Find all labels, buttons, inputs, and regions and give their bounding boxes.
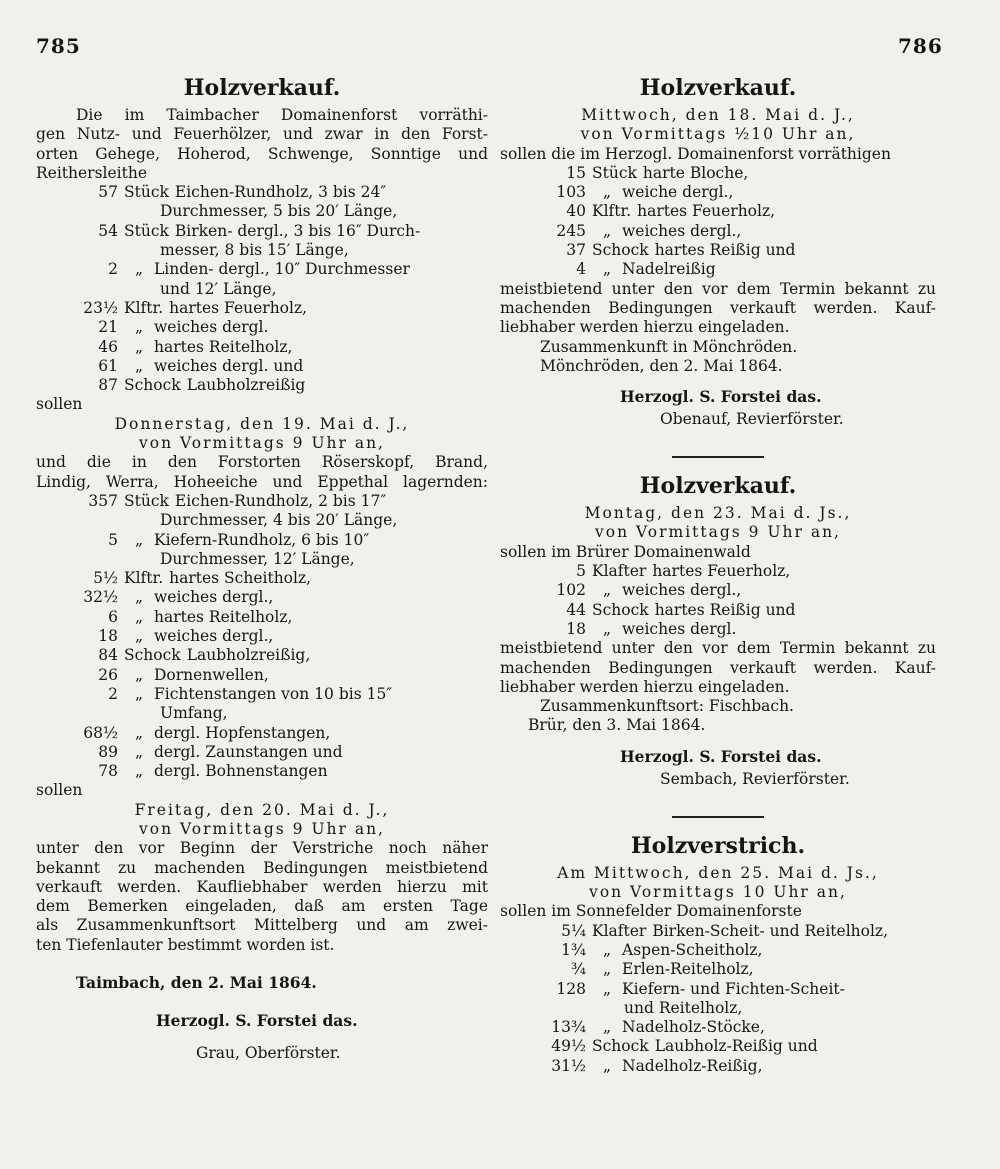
list-item <box>36 299 488 318</box>
item-quantity: 13¾ <box>551 1018 586 1037</box>
right-column <box>500 70 936 1076</box>
item-unit: „ <box>134 607 144 626</box>
item-quantity: 78 <box>98 762 118 781</box>
list-item <box>500 164 936 183</box>
item-description: hartes Feuerholz, <box>169 298 308 317</box>
item-unit: „ <box>602 221 612 240</box>
heading-holzverstrich: Holzverstrich. <box>630 832 806 859</box>
item-description: Nadelholz-Stöcke, <box>622 1018 765 1037</box>
item-unit: Schock <box>124 646 181 665</box>
signature-office: Herzogl. S. Forstei das. <box>156 1011 358 1031</box>
item-unit: Klftr. <box>592 202 632 221</box>
list-item <box>36 338 488 357</box>
item-unit: „ <box>602 581 612 600</box>
list-item <box>500 620 936 639</box>
list-item-continuation: Umfang, <box>160 704 228 723</box>
item-unit: „ <box>134 723 144 742</box>
intro-line: sollen im Sonnefelder Domainenforste <box>500 902 802 921</box>
text-line: liebhaber werden hierzu eingeladen. <box>500 677 790 696</box>
item-description: weiches dergl. <box>154 318 269 337</box>
date-line: Am Mittwoch, den 25. Mai d. Js., <box>557 863 879 882</box>
text-line: Die im Taimbacher Domainenforst vorräthi- <box>76 106 488 124</box>
list-item <box>36 627 488 646</box>
item-unit: „ <box>134 684 144 703</box>
item-quantity: ¾ <box>570 960 586 979</box>
list-item-continuation: Durchmesser, 4 bis 20′ Länge, <box>160 511 398 530</box>
meeting-place: Zusammenkunft in Mönchröden. <box>540 337 798 356</box>
separator-rule <box>672 816 764 818</box>
item-unit: Stück <box>592 163 637 182</box>
item-description: weiches dergl. und <box>154 356 304 375</box>
item-description: Eichen-Rundholz, 3 bis 24″ <box>174 183 387 202</box>
item-quantity: 1¾ <box>561 940 586 959</box>
place-date: Taimbach, den 2. Mai 1864. <box>76 973 317 993</box>
date-line: Freitag, den 20. Mai d. J., <box>134 800 390 819</box>
date-line: Mittwoch, den 18. Mai d. J., <box>581 106 855 124</box>
list-item <box>500 222 936 241</box>
list-item <box>500 581 936 600</box>
text-line: verkauft werden. Kaufliebhaber werden hierzu mit <box>36 877 488 896</box>
list-item <box>36 608 488 627</box>
item-description: Fichtenstangen von 10 bis 15″ <box>154 684 393 703</box>
time-line: von Vormittags 9 Uhr an, <box>139 819 385 838</box>
list-item <box>500 980 936 999</box>
item-description: hartes Reißig und <box>654 600 796 619</box>
middle-paragraph <box>36 453 488 492</box>
item-unit: „ <box>134 627 144 646</box>
wood-list <box>500 164 936 280</box>
text-line: machenden Bedingungen verkauft werden. Kauf- <box>500 298 936 317</box>
item-unit: „ <box>602 940 612 959</box>
item-quantity: 102 <box>556 581 586 600</box>
text-line: Reithersleithe <box>36 163 148 182</box>
signature-office: Herzogl. S. Forstei das. <box>620 746 822 766</box>
list-item <box>36 743 488 762</box>
item-description: weiches dergl. <box>622 619 737 638</box>
text-line: machenden Bedingungen verkauft werden. Kauf- <box>500 658 936 677</box>
text-line: liebhaber werden hierzu eingeladen. <box>500 318 790 337</box>
signature-name: Sembach, Revierförster. <box>660 769 850 788</box>
item-description: Laubholzreißig, <box>186 646 311 665</box>
item-quantity: 357 <box>88 491 118 510</box>
item-unit: „ <box>602 260 612 279</box>
item-unit: „ <box>602 183 612 202</box>
sollen-label: sollen <box>36 395 83 414</box>
heading-holzverkauf: Holzverkauf. <box>639 473 797 500</box>
intro-line: sollen im Brürer Domainenwald <box>500 542 751 561</box>
intro-line: sollen die im Herzogl. Domainenforst vorräthigen <box>500 144 891 163</box>
item-unit: „ <box>602 960 612 979</box>
list-item <box>36 762 488 781</box>
item-unit: Klafter <box>592 921 647 940</box>
item-description: Laubholz-Reißig und <box>654 1037 818 1056</box>
item-description: Erlen-Reitelholz, <box>622 960 754 979</box>
sollen-label: sollen <box>36 781 83 800</box>
item-unit: „ <box>134 530 144 549</box>
item-description: hartes Feuerholz, <box>637 202 776 221</box>
announcement-3 <box>500 828 936 1076</box>
list-item <box>36 492 488 511</box>
item-description: dergl. Hopfenstangen, <box>154 723 331 742</box>
item-quantity: 44 <box>566 600 586 619</box>
text-line: unter den vor Beginn der Verstriche noch näher <box>36 839 488 858</box>
date-line: Montag, den 23. Mai d. Js., <box>584 504 852 523</box>
left-column <box>36 70 488 1064</box>
list-item <box>36 666 488 685</box>
list-item <box>500 1037 936 1056</box>
list-item <box>36 260 488 279</box>
item-description: hartes Reitelholz, <box>154 337 293 356</box>
heading-holzverkauf-left: Holzverkauf. <box>183 75 341 101</box>
list-item-continuation: messer, 8 bis 15′ Länge, <box>160 241 349 260</box>
meeting-place: Zusammenkunftsort: Fischbach. <box>540 697 794 716</box>
item-description: weiche dergl., <box>622 183 734 202</box>
item-unit: „ <box>134 356 144 375</box>
text-line: als Zusammenkunftsort Mittelberg und am zwei- <box>36 916 488 935</box>
item-unit: „ <box>134 588 144 607</box>
list-item <box>500 202 936 221</box>
list-item <box>36 183 488 202</box>
item-quantity: 2 <box>108 684 118 703</box>
item-description: hartes Reißig und <box>654 241 796 260</box>
item-description: Laubholzreißig <box>186 376 306 395</box>
text-line: und die in den Forstorten Röserskopf, Brand, <box>36 453 488 472</box>
place-date: Brür, den 3. Mai 1864. <box>528 716 706 735</box>
item-description: Aspen-Scheitholz, <box>622 940 763 959</box>
item-quantity: 32½ <box>83 588 118 607</box>
item-quantity: 84 <box>98 646 118 665</box>
item-unit: Klftr. <box>124 569 164 588</box>
heading-holzverkauf: Holzverkauf. <box>639 75 797 101</box>
item-description: weiches dergl., <box>622 221 742 240</box>
item-unit: „ <box>134 762 144 781</box>
item-quantity: 26 <box>98 665 118 684</box>
item-quantity: 5 <box>576 562 586 581</box>
place-date: Mönchröden, den 2. Mai 1864. <box>540 356 783 375</box>
item-quantity: 23½ <box>83 298 118 317</box>
time-line: von Vormittags ½10 Uhr an, <box>580 125 856 144</box>
item-description: Kiefern-Rundholz, 6 bis 10″ <box>154 530 370 549</box>
item-quantity: 6 <box>108 607 118 626</box>
text-line: orten Gehege, Hoherod, Schwenge, Sonntige und <box>36 144 488 163</box>
signature-office: Herzogl. S. Forstei das. <box>620 387 822 407</box>
list-item <box>500 241 936 260</box>
list-item-continuation: Durchmesser, 5 bis 20′ Länge, <box>160 202 398 221</box>
list-item <box>36 357 488 376</box>
item-description: weiches dergl., <box>154 627 274 646</box>
item-quantity: 57 <box>98 183 118 202</box>
list-item <box>500 960 936 979</box>
item-description: hartes Reitelholz, <box>154 607 293 626</box>
item-unit: „ <box>134 318 144 337</box>
list-item-continuation: und Reitelholz, <box>624 998 743 1017</box>
item-description: Birken-Scheit- und Reitelholz, <box>652 921 889 940</box>
list-item-continuation: Durchmesser, 12′ Länge, <box>160 549 355 568</box>
intro-paragraph <box>36 106 488 183</box>
item-unit: „ <box>134 337 144 356</box>
time-line: von Vormittags 10 Uhr an, <box>589 883 847 902</box>
item-quantity: 128 <box>556 979 586 998</box>
list-item <box>500 922 936 941</box>
list-item <box>36 318 488 337</box>
list-item <box>500 601 936 620</box>
item-description: Dornenwellen, <box>154 665 269 684</box>
wood-list <box>500 922 936 1076</box>
item-unit: „ <box>134 742 144 761</box>
announcement-1 <box>500 70 936 430</box>
item-quantity: 5½ <box>93 569 118 588</box>
item-quantity: 40 <box>566 202 586 221</box>
item-quantity: 31½ <box>551 1056 586 1075</box>
text-line: ten Tiefenlauter bestimmt worden ist. <box>36 935 335 954</box>
list-item <box>36 685 488 704</box>
list-item <box>500 183 936 202</box>
item-unit: Schock <box>124 376 181 395</box>
text-line: meistbietend unter den vor dem Termin bekannt zu <box>500 639 936 658</box>
closing-paragraph <box>36 839 488 955</box>
item-quantity: 245 <box>556 221 586 240</box>
list-item <box>500 1018 936 1037</box>
list-item <box>36 376 488 395</box>
item-description: dergl. Bohnenstangen <box>154 762 328 781</box>
item-quantity: 18 <box>566 619 586 638</box>
item-quantity: 5 <box>108 530 118 549</box>
item-description: Kiefern- und Fichten-Scheit- <box>622 979 845 998</box>
item-unit: Schock <box>592 241 649 260</box>
item-description: hartes Feuerholz, <box>652 562 791 581</box>
item-unit: „ <box>602 1056 612 1075</box>
list-item <box>36 646 488 665</box>
item-description: weiches dergl., <box>154 588 274 607</box>
item-quantity: 46 <box>98 337 118 356</box>
list-item <box>500 562 936 581</box>
list-item <box>500 941 936 960</box>
announcement-2 <box>500 468 936 790</box>
wood-list <box>500 562 936 639</box>
item-quantity: 49½ <box>551 1037 586 1056</box>
separator-rule <box>672 456 764 458</box>
item-description: Birken- dergl., 3 bis 16″ Durch- <box>174 221 421 240</box>
item-quantity: 2 <box>108 260 118 279</box>
item-unit: Stück <box>124 221 169 240</box>
time-line: von Vormittags 9 Uhr an, <box>595 523 841 542</box>
item-unit: „ <box>602 1018 612 1037</box>
text-line: bekannt zu machenden Bedingungen meistbietend <box>36 858 488 877</box>
item-quantity: 61 <box>98 356 118 375</box>
list-item <box>500 1057 936 1076</box>
text-line: dem Bemerken eingeladen, daß am ersten Tage <box>36 897 488 916</box>
item-quantity: 15 <box>566 163 586 182</box>
item-quantity: 54 <box>98 221 118 240</box>
page-number-right: 786 <box>898 34 943 58</box>
item-unit: Stück <box>124 183 169 202</box>
item-description: hartes Scheitholz, <box>169 569 312 588</box>
item-quantity: 18 <box>98 627 118 646</box>
item-unit: Klftr. <box>124 298 164 317</box>
item-description: Eichen-Rundholz, 2 bis 17″ <box>174 491 387 510</box>
list-item <box>36 222 488 241</box>
list-item <box>36 531 488 550</box>
item-quantity: 21 <box>98 318 118 337</box>
text-line: Lindig, Werra, Hoheeiche und Eppethal lagernden: <box>36 472 488 491</box>
list-item <box>36 724 488 743</box>
item-unit: Stück <box>124 491 169 510</box>
page-number-left: 785 <box>36 34 81 58</box>
item-quantity: 4 <box>576 260 586 279</box>
item-quantity: 68½ <box>83 723 118 742</box>
time-line: von Vormittags 9 Uhr an, <box>139 434 385 453</box>
signature-name: Grau, Oberförster. <box>196 1044 341 1063</box>
item-unit: „ <box>134 260 144 279</box>
item-description: harte Bloche, <box>642 163 749 182</box>
item-quantity: 87 <box>98 376 118 395</box>
item-description: dergl. Zaunstangen und <box>154 742 343 761</box>
list-item <box>500 260 936 279</box>
item-quantity: 37 <box>566 241 586 260</box>
list-item <box>36 569 488 588</box>
list-item <box>36 588 488 607</box>
text-line: gen Nutz- und Feuerhölzer, und zwar in den Forst- <box>36 125 488 144</box>
item-unit: „ <box>602 979 612 998</box>
item-unit: „ <box>602 619 612 638</box>
item-quantity: 5¼ <box>561 921 586 940</box>
date-line: Donnerstag, den 19. Mai d. J., <box>114 414 410 433</box>
signature-name: Obenauf, Revierförster. <box>660 410 844 429</box>
item-quantity: 103 <box>556 183 586 202</box>
item-description: weiches dergl., <box>622 581 742 600</box>
text-line: meistbietend unter den vor dem Termin bekannt zu <box>500 279 936 298</box>
item-quantity: 89 <box>98 742 118 761</box>
item-unit: Klafter <box>592 562 647 581</box>
item-description: Nadelholz-Reißig, <box>622 1056 763 1075</box>
item-unit: Schock <box>592 600 649 619</box>
item-description: Nadelreißig <box>622 260 716 279</box>
wood-list-2 <box>36 492 488 781</box>
list-item-continuation: und 12′ Länge, <box>160 279 277 298</box>
item-unit: Schock <box>592 1037 649 1056</box>
item-unit: „ <box>134 665 144 684</box>
item-description: Linden- dergl., 10″ Durchmesser <box>154 260 410 279</box>
wood-list-1 <box>36 183 488 395</box>
